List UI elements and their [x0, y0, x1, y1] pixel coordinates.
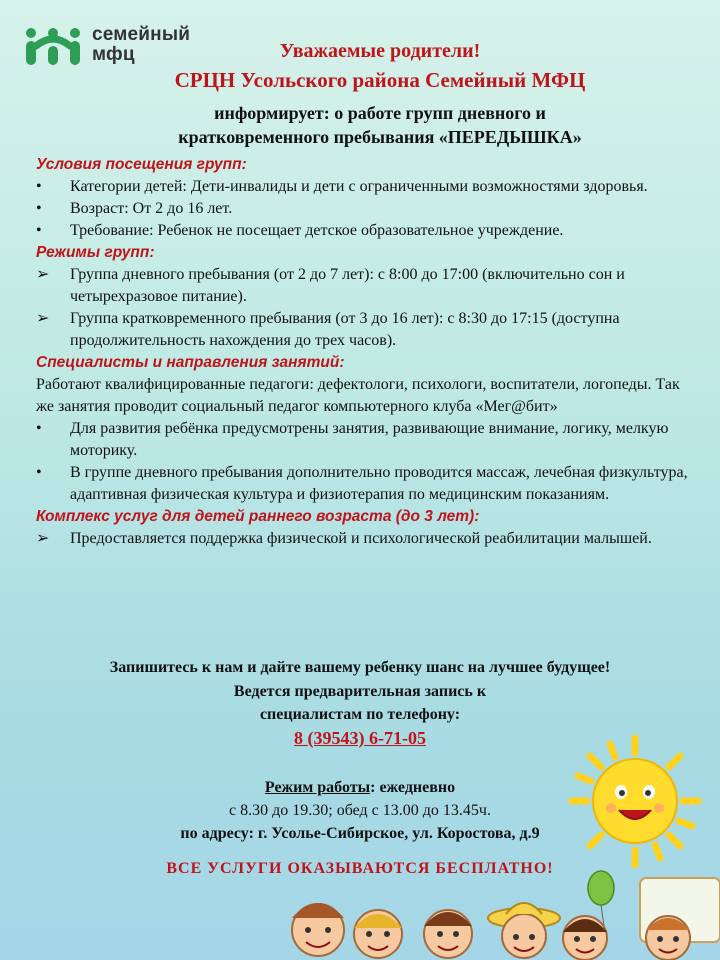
info-line-1: информирует: о работе групп дневного и	[214, 103, 546, 123]
arrow-bullet-icon: ➢	[36, 266, 50, 283]
conditions-item-3: Требование: Ребенок не посещает детское образовательное учреждение.	[70, 222, 564, 239]
bullet-icon: •	[36, 420, 42, 437]
cta-line-3: специалистам по телефону:	[259, 706, 461, 723]
greeting: Уважаемые родители!	[279, 40, 481, 62]
cta-line-1: Запишитесь к нам и дайте вашему ребенку шанс на лучшее будущее!	[109, 659, 611, 676]
specialists-title: Специалисты и направления занятий:	[36, 354, 345, 371]
early-item-1: Предоставляется поддержка физической и психологической реабилитации малышей.	[70, 530, 652, 547]
modes-title: Режимы групп:	[36, 244, 155, 261]
specialists-intro: Работают квалифицированные педагоги: дефектологи, психологи, воспитатели, логопеды. Так же занятия проводит социальный педагог компьютерного клуба «Мег@бит»	[36, 376, 680, 415]
list-item	[36, 176, 691, 198]
address: по адресу: г. Усолье-Сибирское, ул. Коростова, д.9	[180, 825, 540, 842]
list-item	[36, 198, 691, 220]
conditions-title: Условия посещения групп:	[36, 156, 247, 173]
modes-item-2: Группа кратковременного пребывания (от 3 до 16 лет): с 8:30 до 17:15 (доступна продолжительность нахождения до трех часов).	[70, 310, 620, 349]
specialists-item-1: Для развития ребёнка предусмотрены занятия, развивающие внимание, логику, мелкую моторику.	[70, 420, 669, 459]
schedule-label: Режим работы	[264, 779, 371, 796]
children-illustration	[292, 878, 720, 960]
list-item	[36, 418, 691, 462]
logo-line1: семейный	[92, 24, 191, 45]
modes-item-1: Группа дневного пребывания (от 2 до 7 лет): с 8:00 до 17:00 (включительно сон и четырехразовое питание).	[70, 266, 625, 305]
bullet-icon: •	[36, 200, 42, 217]
logo-line2: мфц	[92, 44, 135, 65]
schedule-line	[0, 776, 720, 799]
info-line-2: кратковременного пребывания «ПЕРЕДЫШКА»	[178, 127, 582, 147]
conditions-item-2: Возраст: От 2 до 16 лет.	[70, 200, 233, 217]
phone-wrap	[0, 727, 720, 751]
schedule-hours: с 8.30 до 19.30; обед с 13.00 до 13.45ч.	[229, 802, 491, 819]
balloon-icon	[588, 871, 614, 940]
list-item	[36, 220, 691, 242]
specialists-item-2: В группе дневного пребывания дополнительно проводится массаж, лечебная физкультура, адаптивная физическая культура и физиотерапия по медицинским показаниям.	[70, 464, 688, 503]
schedule-value: : ежедневно	[370, 779, 456, 796]
bullet-icon: •	[36, 178, 42, 195]
cta-line-2: Ведется предварительная запись к	[233, 683, 487, 700]
arrow-bullet-icon: ➢	[36, 530, 50, 547]
bullet-icon: •	[36, 222, 42, 239]
list-item	[36, 528, 691, 550]
conditions-item-1: Категории детей: Дети-инвалиды и дети с ограниченными возможностями здоровья.	[70, 178, 648, 195]
early-title: Комплекс услуг для детей раннего возраста (до 3 лет):	[36, 508, 480, 525]
list-item	[36, 462, 691, 506]
list-item	[36, 308, 691, 352]
organization-title: СРЦН Усольского района Семейный МФЦ	[174, 68, 586, 92]
phone-number[interactable]: 8 (39543) 6-71-05	[294, 728, 426, 748]
bullet-icon: •	[36, 464, 42, 481]
list-item	[36, 264, 691, 308]
arrow-bullet-icon: ➢	[36, 310, 50, 327]
free-services-banner: ВСЕ УСЛУГИ ОКАЗЫВАЮТСЯ БЕСПЛАТНО!	[166, 860, 554, 877]
content-body	[36, 154, 691, 550]
